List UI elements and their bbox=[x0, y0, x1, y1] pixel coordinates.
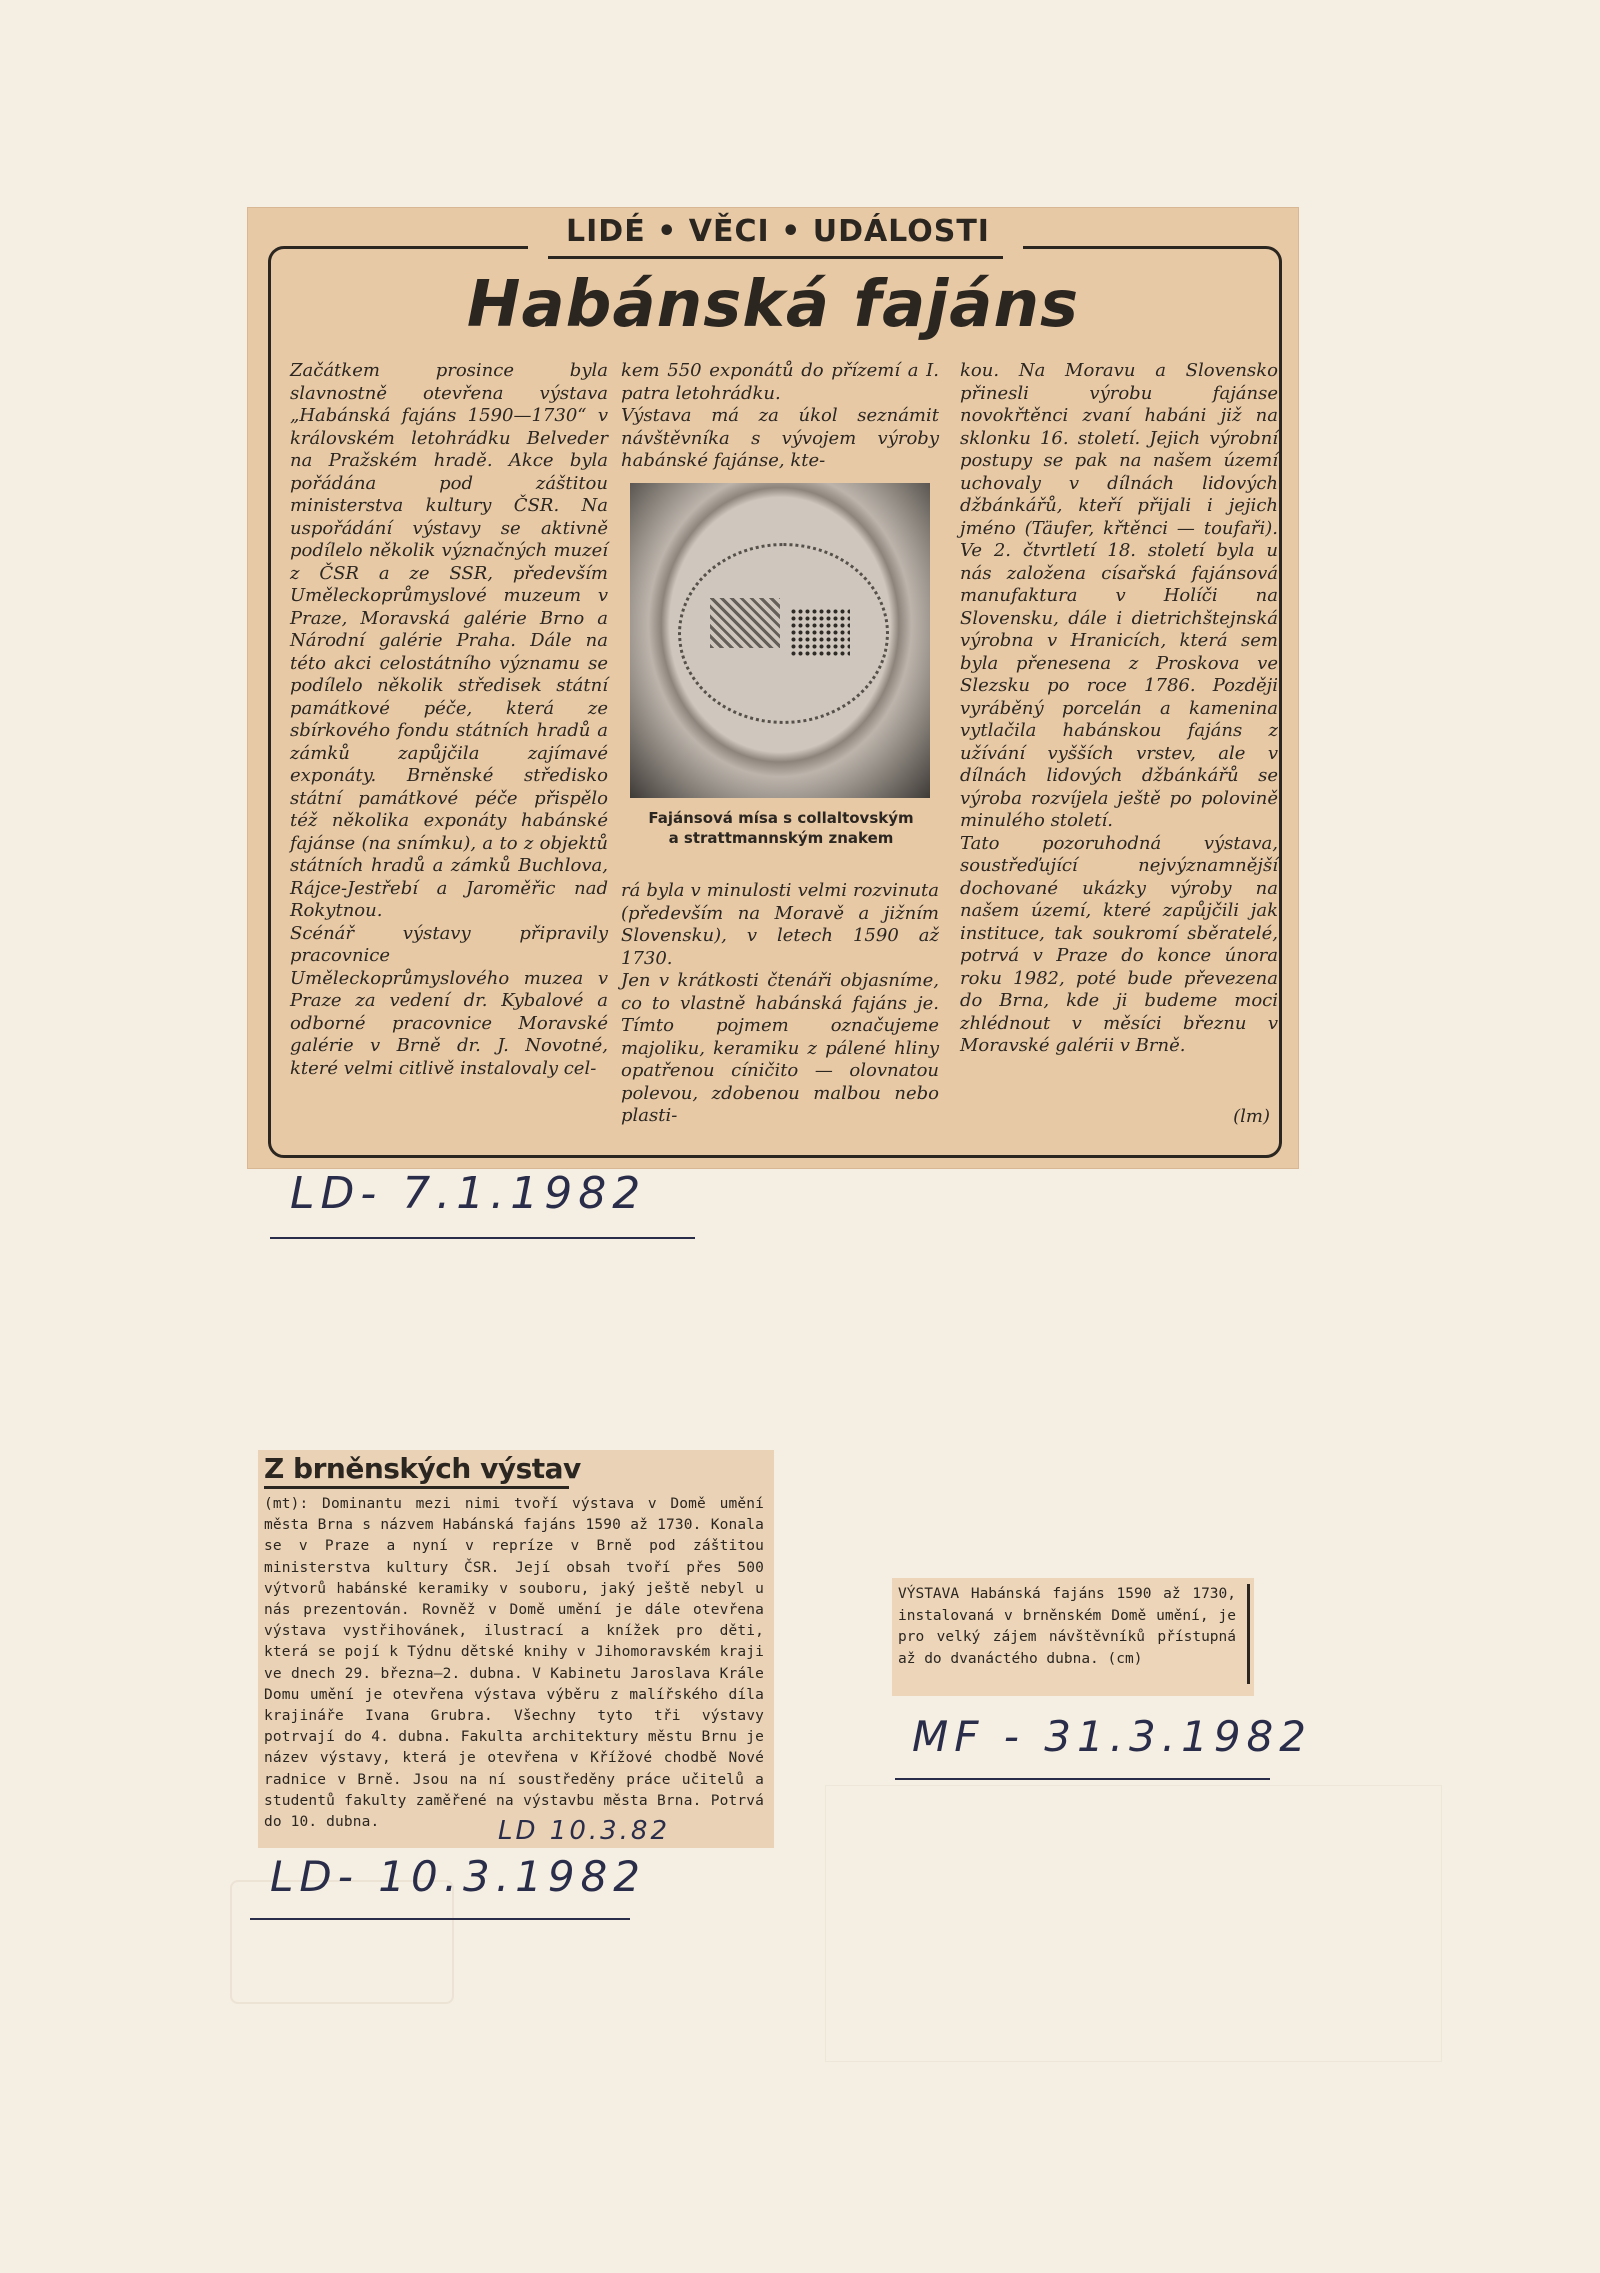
clipping-body: (mt): Dominantu mezi nimi tvoří výstava v Domě umění města Brna s názvem Habánská fajáns 1590 až 1730. Konala se v Praze a nyní v repríze v Brně pod záštitou ministerstva kultury ČSR. Její obsah tvoří přes 500 výtvorů habánské keramiky v souboru, jaký ještě nebyl u nás prezentován. Rovněž v Domě umění je dále otevřena výstava vystřihovánek, ilustrací a knížek pro děti, která se pojí k Týdnu dětské knihy v Jihomoravském kraji ve dnech 29. března—2. dubna. V Kabinetu Jaroslava Krále Domu umění je otevřena výstava výběru z malířského díla krajináře Ivana Grubra. Všechny tyto tři výstavy potrvají do 4. dubna. Fakulta architektury městu Brnu je název výstavy, která je otevřena v Křížové chodbě Nové radnice v Brně. Jsou na ní soustředěny práce učitelů a studentů fakulty zaměřené na výstavbu města Brna. Potrvá do 10. dubna. bbox=[264, 1496, 764, 1831]
article-headline: Habánská fajáns bbox=[466, 268, 1080, 342]
column-rule bbox=[1247, 1584, 1250, 1684]
article-column-2-bottom: rá byla v minulosti velmi rozvinuta (především na Moravě a jižním Slovensku), v letech 1590 až 1730. Jen v krátkosti čtenáři objasníme, co to vlastně habánská fajáns je. Tímto pojmem označujeme majoliku, keramiku z pálené hliny opatřenou cíničito — olovnatou polevou, zdobenou malbou nebo plasti- bbox=[621, 880, 939, 1126]
note-underline-2 bbox=[250, 1918, 630, 1920]
header-rule bbox=[548, 256, 1003, 259]
clipping-heading: Z brněnských výstav bbox=[264, 1452, 581, 1485]
heading-rule bbox=[264, 1486, 569, 1489]
author-initials: (lm) bbox=[1233, 1106, 1270, 1127]
photo-caption: Fajánsová mísa s collaltovským a strattmannským znakem bbox=[648, 809, 914, 847]
plate-coat-of-arms bbox=[710, 598, 780, 648]
handwritten-source-note-3: MF - 31.3.1982 bbox=[912, 1712, 1313, 1761]
article-column-1: Začátkem prosince byla slavnostně otevřena výstava „Habánská fajáns 1590—1730“ v královském letohrádku Belveder na Pražském hradě. Akce byla pořádána pod záštitou ministerstva kultury ČSR. Na uspořádání výstavy se aktivně podílelo několik význačných muzeí z ČSR a ze SSR, především Uměleckoprůmyslové muzeum v Praze, Moravská galérie Brno a Národní galérie Praha. Dále na této akci celostátního významu se podílelo několik středisek státní památkové péče, která ze sbírkového fondu státních hradů a zámků zapůjčila zajímavé exponáty. Brněnské středisko státní památkové péče přispělo též několika exponáty habánské fajánse (na snímku), a to z objektů státních hradů a zámků Buchlova, Rájce-Jestřebí a Jaroměřic nad Rokytnou. Scénář výstavy připravily pracovnice Uměleckoprůmyslového muzea v Praze za vedení dr. Kybalové a odborné pracovnice Moravské galérie v Brně dr. J. Novotné, které velmi citlivě instalovaly cel- bbox=[290, 360, 608, 1079]
faint-paper-outline bbox=[825, 1785, 1442, 2062]
handwritten-source-note-1: LD- 7.1.1982 bbox=[290, 1168, 647, 1219]
article-column-2-top: kem 550 exponátů do přízemí a I. patra letohrádku. Výstava má za úkol seznámit návštěvníka s vývojem výroby habánské fajánse, kte- bbox=[621, 360, 939, 471]
handwritten-source-note-2: LD- 10.3.1982 bbox=[270, 1852, 646, 1901]
note-underline-3 bbox=[895, 1778, 1270, 1780]
newspaper-clipping-z-brnenskych-vystav bbox=[258, 1450, 774, 1848]
faience-plate-photo bbox=[630, 483, 930, 798]
clipping-body: VÝSTAVA Habánská fajáns 1590 až 1730, instalovaná v brněnském Domě umění, je pro velký zájem návštěvníků přístupná až do dvanáctého dubna. (cm) bbox=[898, 1586, 1236, 1667]
section-header: LIDÉ • VĚCI • UDÁLOSTI bbox=[566, 214, 990, 249]
newspaper-clipping-habanska-fajans bbox=[248, 208, 1298, 1168]
handwritten-date: LD 10.3.82 bbox=[498, 1816, 671, 1846]
article-column-3: kou. Na Moravu a Slovensko přinesli výrobu fajánse novokřtěnci zvaní habáni již na sklonku 16. století. Jejich výrobní postupy se pak na našem území uchovaly v dílnách lidových džbánkářů, kteří přijali i jejich jméno (Täufer, křtěnci — toufaři). Ve 2. čtvrtletí 18. století byla u nás založena císařská fajánsová manufaktura v Holíči na Slovensku, dále i dietrichštejnská výrobna v Hranicích, která sem byla přenesena z Proskova ve Slezsku po roce 1786. Později vyráběný porcelán a kamenina vytlačila habánskou fajáns z užívání vyšších vrstev, ale v dílnách lidových džbánkářů se výroba rozvíjela ještě po polovině minulého století. Tato pozoruhodná výstava, soustřeďující nejvýznamnější dochované ukázky výroby na našem území, které zapůjčili jak instituce, tak soukromí sběratelé, potrvá v Praze do konce února roku 1982, poté bude převezena do Brna, kde ji budeme moci zhlédnout v měsíci březnu v Moravské galérii v Brně. bbox=[960, 360, 1278, 1056]
note-underline-1 bbox=[270, 1237, 695, 1239]
plate-decoration bbox=[790, 608, 850, 658]
newspaper-clipping-vystava bbox=[892, 1578, 1254, 1696]
